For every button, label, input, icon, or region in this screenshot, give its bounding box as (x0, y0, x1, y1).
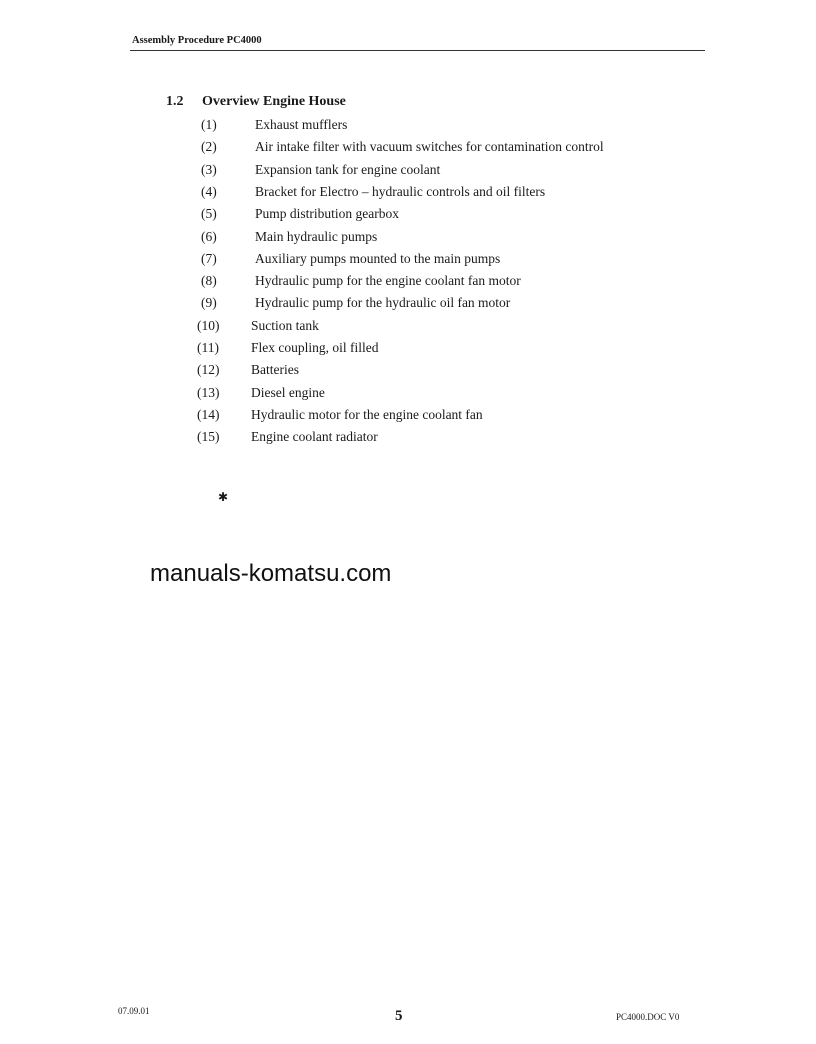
item-number: (6) (201, 228, 217, 244)
item-text: Suction tank (251, 317, 319, 333)
item-text: Flex coupling, oil filled (251, 340, 379, 355)
item-text: Hydraulic motor for the engine coolant fan (251, 406, 483, 422)
section-heading (166, 94, 346, 110)
item-number: (1) (201, 117, 217, 132)
item-number: (8) (201, 273, 217, 289)
item-text: Pump distribution gearbox (255, 206, 399, 222)
item-number: (4) (201, 183, 217, 199)
item-text: Engine coolant radiator (251, 429, 378, 445)
item-text: Auxiliary pumps mounted to the main pumps (255, 250, 501, 266)
page-number: 5 (395, 1008, 403, 1024)
item-text: Main hydraulic pumps (255, 228, 378, 244)
item-number: (5) (201, 206, 217, 222)
item-text: Exhaust mufflers (255, 117, 348, 132)
item-text: Bracket for Electro – hydraulic controls and oil filters (255, 183, 546, 199)
footer-doc-id: PC4000.DOC V0 (616, 1012, 680, 1022)
header-divider (130, 50, 705, 51)
item-text: Hydraulic pump for the engine coolant fan motor (255, 273, 521, 289)
item-number: (10) (197, 317, 220, 333)
item-number: (14) (197, 406, 220, 422)
item-number: (2) (201, 139, 217, 155)
footer-date: 07.09.01 (118, 1006, 150, 1016)
item-number: (3) (201, 161, 217, 177)
item-text: Batteries (251, 362, 299, 378)
item-text: Expansion tank for engine coolant (255, 161, 441, 177)
item-text: Diesel engine (251, 384, 325, 400)
scan-speck: ✱ (218, 490, 229, 504)
item-text: Hydraulic pump for the hydraulic oil fan motor (255, 295, 511, 311)
item-number: (9) (201, 295, 217, 311)
item-number: (13) (197, 384, 220, 400)
header-title: Assembly Procedure PC4000 (132, 35, 262, 46)
item-number: (11) (197, 340, 219, 355)
item-text: Air intake filter with vacuum switches for contamination control (255, 139, 604, 155)
section-title: Overview Engine House (202, 94, 346, 109)
item-number: (15) (197, 429, 220, 445)
section-number: 1.2 (166, 94, 184, 109)
item-number: (7) (201, 250, 217, 266)
watermark: manuals-komatsu.com (150, 560, 392, 587)
item-number: (12) (197, 362, 220, 378)
